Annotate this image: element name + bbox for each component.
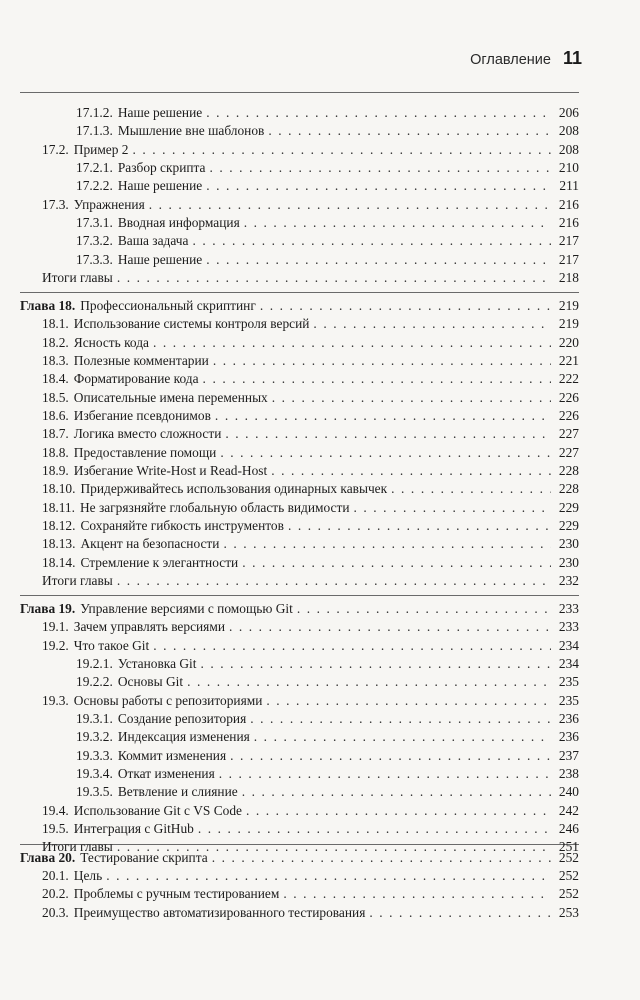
chapter-number: Глава 18. xyxy=(20,298,76,313)
dot-leader xyxy=(271,462,551,480)
toc-page-number: 219 xyxy=(558,316,579,331)
dot-leader xyxy=(201,655,552,673)
toc-entry-title xyxy=(20,251,202,269)
section-number: 19.2. xyxy=(42,638,69,653)
dot-leader xyxy=(283,885,551,903)
toc-entry xyxy=(20,480,579,498)
section-number: 18.7. xyxy=(42,426,69,441)
toc-page-number: 236 xyxy=(558,729,579,744)
section-number: 20.1. xyxy=(42,868,69,883)
toc-entry xyxy=(20,104,579,122)
section-title: Разбор скрипта xyxy=(117,160,206,175)
toc-entry-title xyxy=(20,407,211,425)
toc-page-number: 228 xyxy=(558,481,579,496)
toc-entry xyxy=(20,196,579,214)
toc-page-number: 234 xyxy=(558,638,579,653)
section-title: Ветвление и слияние xyxy=(117,784,238,799)
toc-entry-title xyxy=(20,159,206,177)
section-number: 18.2. xyxy=(42,335,69,350)
section-title: Пример 2 xyxy=(73,142,129,157)
dot-leader xyxy=(215,407,551,425)
toc-entry-title xyxy=(20,802,242,820)
dot-leader xyxy=(153,334,551,352)
toc-page-number: 208 xyxy=(558,142,579,157)
toc-page-number: 235 xyxy=(558,674,579,689)
toc-page-number: 252 xyxy=(558,868,579,883)
section-number: 18.6. xyxy=(42,408,69,423)
toc-entry xyxy=(20,251,579,269)
section-number: 18.14. xyxy=(42,555,76,570)
toc-entry-title xyxy=(20,462,267,480)
toc-page-number: 246 xyxy=(558,821,579,836)
toc-entry xyxy=(20,214,579,232)
section-number: 18.8. xyxy=(42,445,69,460)
toc-entry xyxy=(20,159,579,177)
toc-page-number: 237 xyxy=(558,748,579,763)
toc-entry xyxy=(20,370,579,388)
section-number: 20.3. xyxy=(42,905,69,920)
chapter-number: Глава 20. xyxy=(20,850,76,865)
section-title: Проблемы с ручным тестированием xyxy=(73,886,280,901)
page-number: 11 xyxy=(562,48,582,68)
toc-entry-title xyxy=(20,655,197,673)
toc-entry xyxy=(20,637,579,655)
section-title: Коммит изменения xyxy=(117,748,227,763)
section-number: 19.5. xyxy=(42,821,69,836)
toc-entry xyxy=(20,389,579,407)
toc-page-number: 221 xyxy=(558,353,579,368)
toc-entry-title xyxy=(20,820,194,838)
toc-entry xyxy=(20,535,579,553)
section-title: Мышление вне шаблонов xyxy=(117,123,265,138)
toc-entry xyxy=(20,728,579,746)
toc-page-number: 252 xyxy=(558,850,579,865)
chapter-number: Глава 19. xyxy=(20,601,76,616)
toc-page-number: 233 xyxy=(558,619,579,634)
section-title: Логика вместо сложности xyxy=(73,426,222,441)
dot-leader xyxy=(117,269,551,287)
toc-entry-title xyxy=(20,904,365,922)
toc-entry xyxy=(20,904,579,922)
toc-page-number: 217 xyxy=(558,233,579,248)
toc-chapter-entry xyxy=(20,600,579,618)
toc-page-number: 238 xyxy=(558,766,579,781)
toc-entry-title xyxy=(20,480,387,498)
section-number: 18.13. xyxy=(42,536,76,551)
section-title: Цель xyxy=(73,868,103,883)
toc-entry xyxy=(20,177,579,195)
dot-leader xyxy=(391,480,551,498)
toc-entry xyxy=(20,407,579,425)
toc-entry xyxy=(20,315,579,333)
dot-leader xyxy=(212,849,551,867)
section-title: Избегание псевдонимов xyxy=(73,408,211,423)
dot-leader xyxy=(230,747,551,765)
section-title: Акцент на безопасности xyxy=(80,536,220,551)
dot-leader xyxy=(206,251,551,269)
dot-leader xyxy=(220,444,551,462)
toc-entry-title xyxy=(20,269,113,287)
section-number: 17.3.1. xyxy=(76,215,113,230)
dot-leader xyxy=(242,554,551,572)
toc-page-number: 216 xyxy=(558,215,579,230)
section-number: 19.3.2. xyxy=(76,729,113,744)
dot-leader xyxy=(272,389,551,407)
toc-entry xyxy=(20,425,579,443)
section-number: 18.3. xyxy=(42,353,69,368)
dot-leader xyxy=(192,232,551,250)
section-number: 18.5. xyxy=(42,390,69,405)
section-number: 17.3.3. xyxy=(76,252,113,267)
dot-leader xyxy=(117,572,551,590)
toc-entry-title xyxy=(20,783,238,801)
toc-page-number: 242 xyxy=(558,803,579,818)
toc-page-number: 253 xyxy=(558,905,579,920)
section-title: Итоги главы xyxy=(42,839,113,854)
toc-entry xyxy=(20,444,579,462)
dot-leader xyxy=(246,802,551,820)
dot-leader xyxy=(313,315,551,333)
section-title: Профессиональный скриптинг xyxy=(80,298,256,313)
section-number: 17.3. xyxy=(42,197,69,212)
toc-page-number: 222 xyxy=(558,371,579,386)
section-number: 17.2.2. xyxy=(76,178,113,193)
section-title: Вводная информация xyxy=(117,215,240,230)
toc-entry xyxy=(20,618,579,636)
section-title: Что такое Git xyxy=(73,638,150,653)
section-title: Придерживайтесь использования одинарных кавычек xyxy=(80,481,388,496)
section-title: Сохраняйте гибкость инструментов xyxy=(80,518,284,533)
toc-page-number: 208 xyxy=(558,123,579,138)
toc-page-number: 235 xyxy=(558,693,579,708)
section-title: Использование Git с VS Code xyxy=(73,803,242,818)
toc-entry-title xyxy=(20,122,264,140)
section-title: Основы работы с репозиториями xyxy=(73,693,263,708)
toc-page-number: 230 xyxy=(558,555,579,570)
dot-leader xyxy=(219,765,551,783)
section-title: Преимущество автоматизированного тестирования xyxy=(73,905,366,920)
toc-entry-title xyxy=(20,315,309,333)
toc-entry-title xyxy=(20,849,208,867)
toc-page-number: 216 xyxy=(558,197,579,212)
toc-entry-title xyxy=(20,370,199,388)
toc-entry xyxy=(20,269,579,287)
toc-entry xyxy=(20,499,579,517)
toc-entry xyxy=(20,710,579,728)
section-number: 18.12. xyxy=(42,518,76,533)
dot-leader xyxy=(223,535,551,553)
toc-page-number: 217 xyxy=(558,252,579,267)
section-title: Упражнения xyxy=(73,197,145,212)
section-title: Создание репозитория xyxy=(117,711,247,726)
dot-leader xyxy=(268,122,551,140)
dot-leader xyxy=(225,425,551,443)
section-title: Не загрязняйте глобальную область видимости xyxy=(79,500,350,515)
toc-entry xyxy=(20,802,579,820)
toc-entry-title xyxy=(20,600,293,618)
section-number: 19.1. xyxy=(42,619,69,634)
dot-leader xyxy=(260,297,551,315)
section-number: 19.2.2. xyxy=(76,674,113,689)
toc-page-number: 226 xyxy=(558,408,579,423)
section-title: Итоги главы xyxy=(42,573,113,588)
toc-page-number: 232 xyxy=(558,573,579,588)
section-title: Основы Git xyxy=(117,674,184,689)
toc-entry-title xyxy=(20,389,268,407)
dot-leader xyxy=(210,159,552,177)
section-number: 19.3.4. xyxy=(76,766,113,781)
section-number: 18.1. xyxy=(42,316,69,331)
section-number: 18.4. xyxy=(42,371,69,386)
section-title: Стремление к элегантности xyxy=(80,555,239,570)
toc-page-number: 206 xyxy=(558,105,579,120)
toc-entry xyxy=(20,517,579,535)
toc-page-number: 230 xyxy=(558,536,579,551)
section-number: 18.9. xyxy=(42,463,69,478)
toc-entry-title xyxy=(20,141,128,159)
toc-entry xyxy=(20,765,579,783)
section-number: 17.2.1. xyxy=(76,160,113,175)
section-number: 17.2. xyxy=(42,142,69,157)
toc-page-number: 233 xyxy=(558,601,579,616)
toc-entry-title xyxy=(20,885,279,903)
section-number: 19.3.5. xyxy=(76,784,113,799)
toc-entry xyxy=(20,554,579,572)
section-number: 18.11. xyxy=(42,500,75,515)
section-number: 17.1.2. xyxy=(76,105,113,120)
toc-entry-title xyxy=(20,572,113,590)
toc-entry xyxy=(20,141,579,159)
dot-leader xyxy=(254,728,551,746)
toc-entry xyxy=(20,655,579,673)
section-title: Наше решение xyxy=(117,178,203,193)
toc-entry xyxy=(20,232,579,250)
toc-entry-title xyxy=(20,517,284,535)
toc-chapter-entry xyxy=(20,849,579,867)
toc-page-number: 240 xyxy=(558,784,579,799)
dot-leader xyxy=(106,867,551,885)
toc-entry-title xyxy=(20,232,188,250)
toc-entry-title xyxy=(20,867,102,885)
toc-entry xyxy=(20,867,579,885)
toc-page-number: 219 xyxy=(558,298,579,313)
toc-entry-title xyxy=(20,554,238,572)
section-title: Интеграция с GitHub xyxy=(73,821,194,836)
dot-leader xyxy=(266,692,551,710)
toc-page-number: 211 xyxy=(559,178,579,193)
dot-leader xyxy=(198,820,551,838)
toc-entry-title xyxy=(20,334,149,352)
toc-entry xyxy=(20,820,579,838)
section-title: Установка Git xyxy=(117,656,197,671)
running-head-title: Оглавление xyxy=(470,52,551,68)
section-title: Ясность кода xyxy=(73,335,149,350)
section-number: 17.1.3. xyxy=(76,123,113,138)
header-rule xyxy=(20,92,579,93)
toc-entry-title xyxy=(20,710,246,728)
section-number: 20.2. xyxy=(42,886,69,901)
chapter-divider xyxy=(20,595,579,596)
toc-entry-title xyxy=(20,297,256,315)
toc-page-number: 218 xyxy=(558,270,579,285)
toc-page-number: 210 xyxy=(558,160,579,175)
toc-entry-title xyxy=(20,637,149,655)
dot-leader xyxy=(297,600,551,618)
toc-entry-title xyxy=(20,692,262,710)
toc-entry-title xyxy=(20,499,350,517)
dot-leader xyxy=(153,637,551,655)
toc-page-number: 236 xyxy=(558,711,579,726)
section-number: 17.3.2. xyxy=(76,233,113,248)
toc-page-number: 220 xyxy=(558,335,579,350)
toc-entry xyxy=(20,334,579,352)
toc-entry-title xyxy=(20,214,240,232)
section-number: 19.3.3. xyxy=(76,748,113,763)
toc-page-number: 226 xyxy=(558,390,579,405)
section-title: Форматирование кода xyxy=(73,371,199,386)
toc-entry-title xyxy=(20,535,219,553)
dot-leader xyxy=(213,352,551,370)
dot-leader xyxy=(206,177,551,195)
toc-chapter-entry xyxy=(20,297,579,315)
toc-page-number: 251 xyxy=(558,839,579,854)
dot-leader xyxy=(288,517,551,535)
section-title: Откат изменения xyxy=(117,766,215,781)
dot-leader xyxy=(203,370,551,388)
section-title: Описательные имена переменных xyxy=(73,390,268,405)
section-number: 19.4. xyxy=(42,803,69,818)
section-number: 18.10. xyxy=(42,481,76,496)
section-number: 19.2.1. xyxy=(76,656,113,671)
running-head xyxy=(470,48,582,69)
dot-leader xyxy=(250,710,551,728)
dot-leader xyxy=(244,214,551,232)
section-title: Тестирование скрипта xyxy=(80,850,208,865)
toc-entry-title xyxy=(20,673,183,691)
toc-entry-title xyxy=(20,425,221,443)
toc-entry-title xyxy=(20,196,145,214)
toc-page-number: 229 xyxy=(558,518,579,533)
toc-page-number: 227 xyxy=(558,426,579,441)
toc-entry-title xyxy=(20,104,202,122)
section-title: Управление версиями с помощью Git xyxy=(80,601,293,616)
toc-page-number: 227 xyxy=(558,445,579,460)
section-title: Зачем управлять версиями xyxy=(73,619,225,634)
toc-entry xyxy=(20,692,579,710)
toc-entry-title xyxy=(20,765,215,783)
toc-page-number: 234 xyxy=(558,656,579,671)
section-number: 19.3.1. xyxy=(76,711,113,726)
section-title: Наше решение xyxy=(117,252,203,267)
toc-entry xyxy=(20,122,579,140)
toc-entry xyxy=(20,462,579,480)
section-title: Избегание Write-Host и Read-Host xyxy=(73,463,268,478)
section-title: Ваша задача xyxy=(117,233,189,248)
dot-leader xyxy=(206,104,551,122)
dot-leader xyxy=(369,904,551,922)
toc-entry-title xyxy=(20,444,216,462)
section-title: Индексация изменения xyxy=(117,729,250,744)
section-number: 19.3. xyxy=(42,693,69,708)
toc-page-number: 229 xyxy=(558,500,579,515)
toc-entry-title xyxy=(20,728,250,746)
toc-page-number: 252 xyxy=(558,886,579,901)
toc-entry-title xyxy=(20,352,209,370)
chapter-divider xyxy=(20,292,579,293)
dot-leader xyxy=(354,499,552,517)
dot-leader xyxy=(149,196,551,214)
toc-entry xyxy=(20,783,579,801)
section-title: Наше решение xyxy=(117,105,203,120)
dot-leader xyxy=(132,141,551,159)
section-title: Полезные комментарии xyxy=(73,353,209,368)
toc-entry xyxy=(20,747,579,765)
toc-entry xyxy=(20,352,579,370)
dot-leader xyxy=(242,783,551,801)
toc-entry xyxy=(20,885,579,903)
toc-entry xyxy=(20,673,579,691)
toc-entry-title xyxy=(20,177,202,195)
toc-entry-title xyxy=(20,747,226,765)
dot-leader xyxy=(187,673,551,691)
toc-entry xyxy=(20,572,579,590)
dot-leader xyxy=(229,618,551,636)
section-title: Использование системы контроля версий xyxy=(73,316,310,331)
toc-entry-title xyxy=(20,618,225,636)
section-title: Итоги главы xyxy=(42,270,113,285)
toc-page-number: 228 xyxy=(558,463,579,478)
section-title: Предоставление помощи xyxy=(73,445,217,460)
